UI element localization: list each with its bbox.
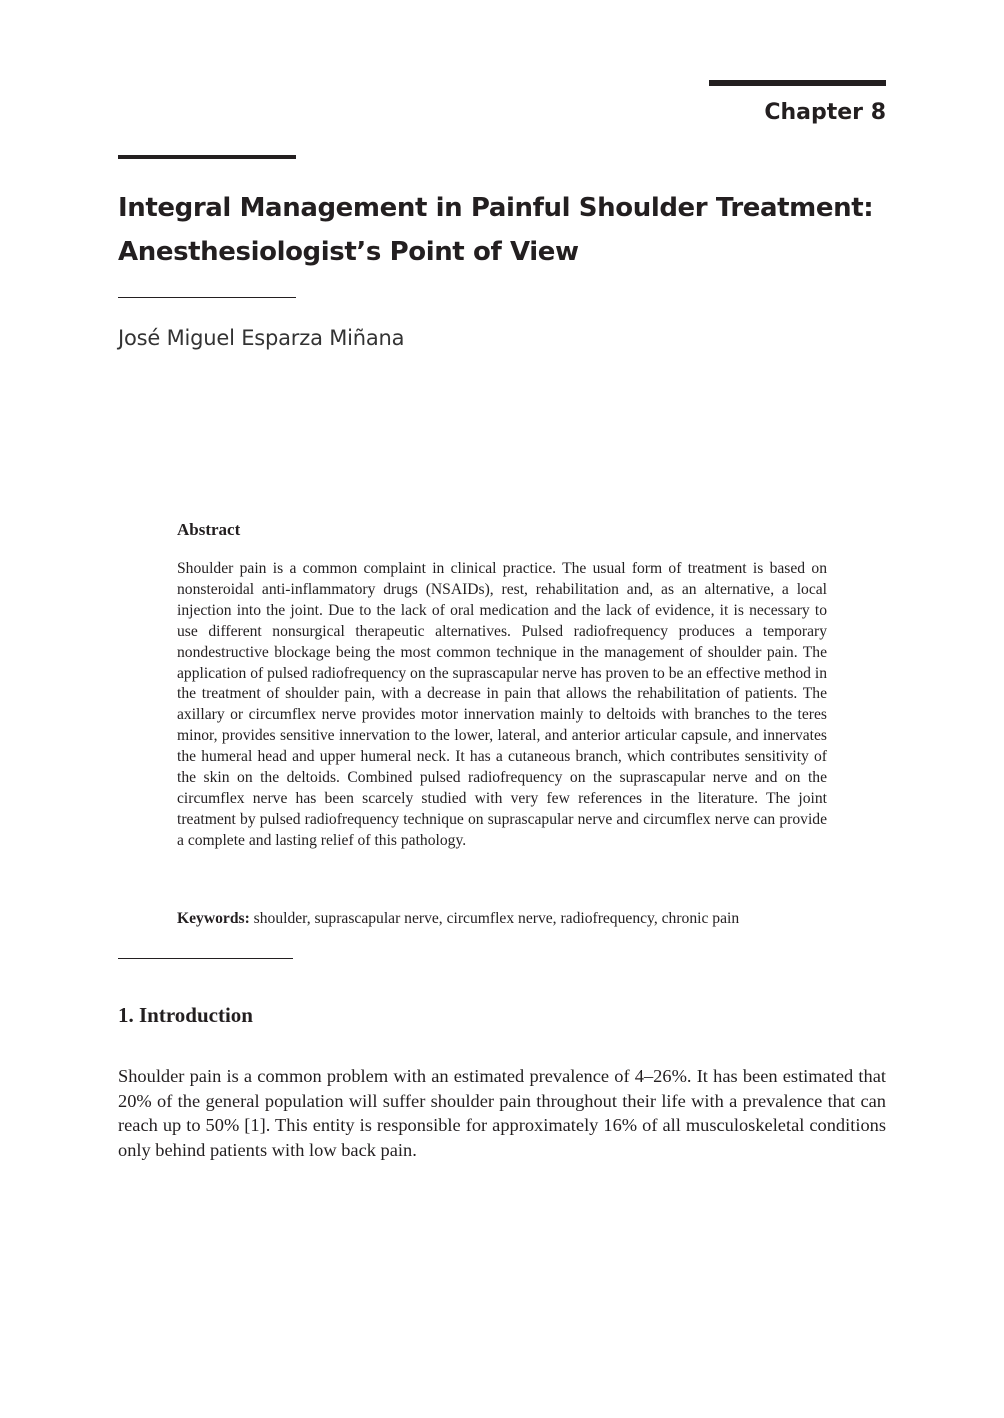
chapter-label: Chapter 8 — [764, 100, 886, 125]
chapter-title — [118, 186, 918, 274]
keywords-list: shoulder, suprascapular nerve, circumflex nerve, radiofrequency, chronic pain — [253, 910, 740, 927]
abstract-heading: Abstract — [177, 520, 241, 539]
abstract-body: Shoulder pain is a common complaint in clinical practice. The usual form of treatment is based on nonsteroidal anti-inflammatory drugs (NSAIDs), rest, rehabilitation and, as an alternative, a local injection into the joint. Due to the lack of oral medication and the lack of evidence, it is necessary to use different nonsurgical therapeutic alternatives. Pulsed radiofrequency produces a temporary nondestructive blockage being the most common technique in the management of shoulder pain. The application of pulsed radiofrequency on the suprascapular nerve has proven to be an effective method in the treatment of shoulder pain, with a decrease in pain that allows the rehabilitation of patients. The axillary or circumflex nerve provides motor innervation mainly to deltoids with branches to the teres minor, provides sensitive innervation to the lower, lateral, and anterior articular capsule, and innervates the humeral head and upper humeral neck. It has a cutaneous branch, which contributes sensitivity of the skin on the deltoids. Combined pulsed radiofrequency on the suprascapular nerve and on the circumflex nerve has been scarcely studied with very few references in the literature. The joint treatment by pulsed radiofrequency technique on suprascapular nerve and circumflex nerve can provide a complete and lasting relief of this pathology. — [177, 560, 827, 849]
title-rule-bottom — [118, 297, 296, 298]
keywords — [177, 908, 837, 929]
introduction-paragraph: Shoulder pain is a common problem with an estimated prevalence of 4–26%. It has been estimated that 20% of the general population will suffer shoulder pain throughout their life with a prevalence that can reach up to 50% [1]. This entity is responsible for approximately 16% of all musculoskeletal conditions only behind patients with low back pain. — [118, 1066, 886, 1161]
abstract-rule-bottom — [118, 958, 293, 959]
chapter-title-line-2: Anesthesiologist’s Point of View — [118, 237, 579, 267]
chapter-rule — [709, 80, 886, 86]
section-heading-introduction: 1. Introduction — [118, 1003, 253, 1027]
keywords-label: Keywords: — [177, 910, 250, 927]
author-name: José Miguel Esparza Miñana — [118, 326, 405, 350]
chapter-title-line-1: Integral Management in Painful Shoulder Treatment: — [118, 193, 874, 223]
title-rule-top — [118, 155, 296, 159]
